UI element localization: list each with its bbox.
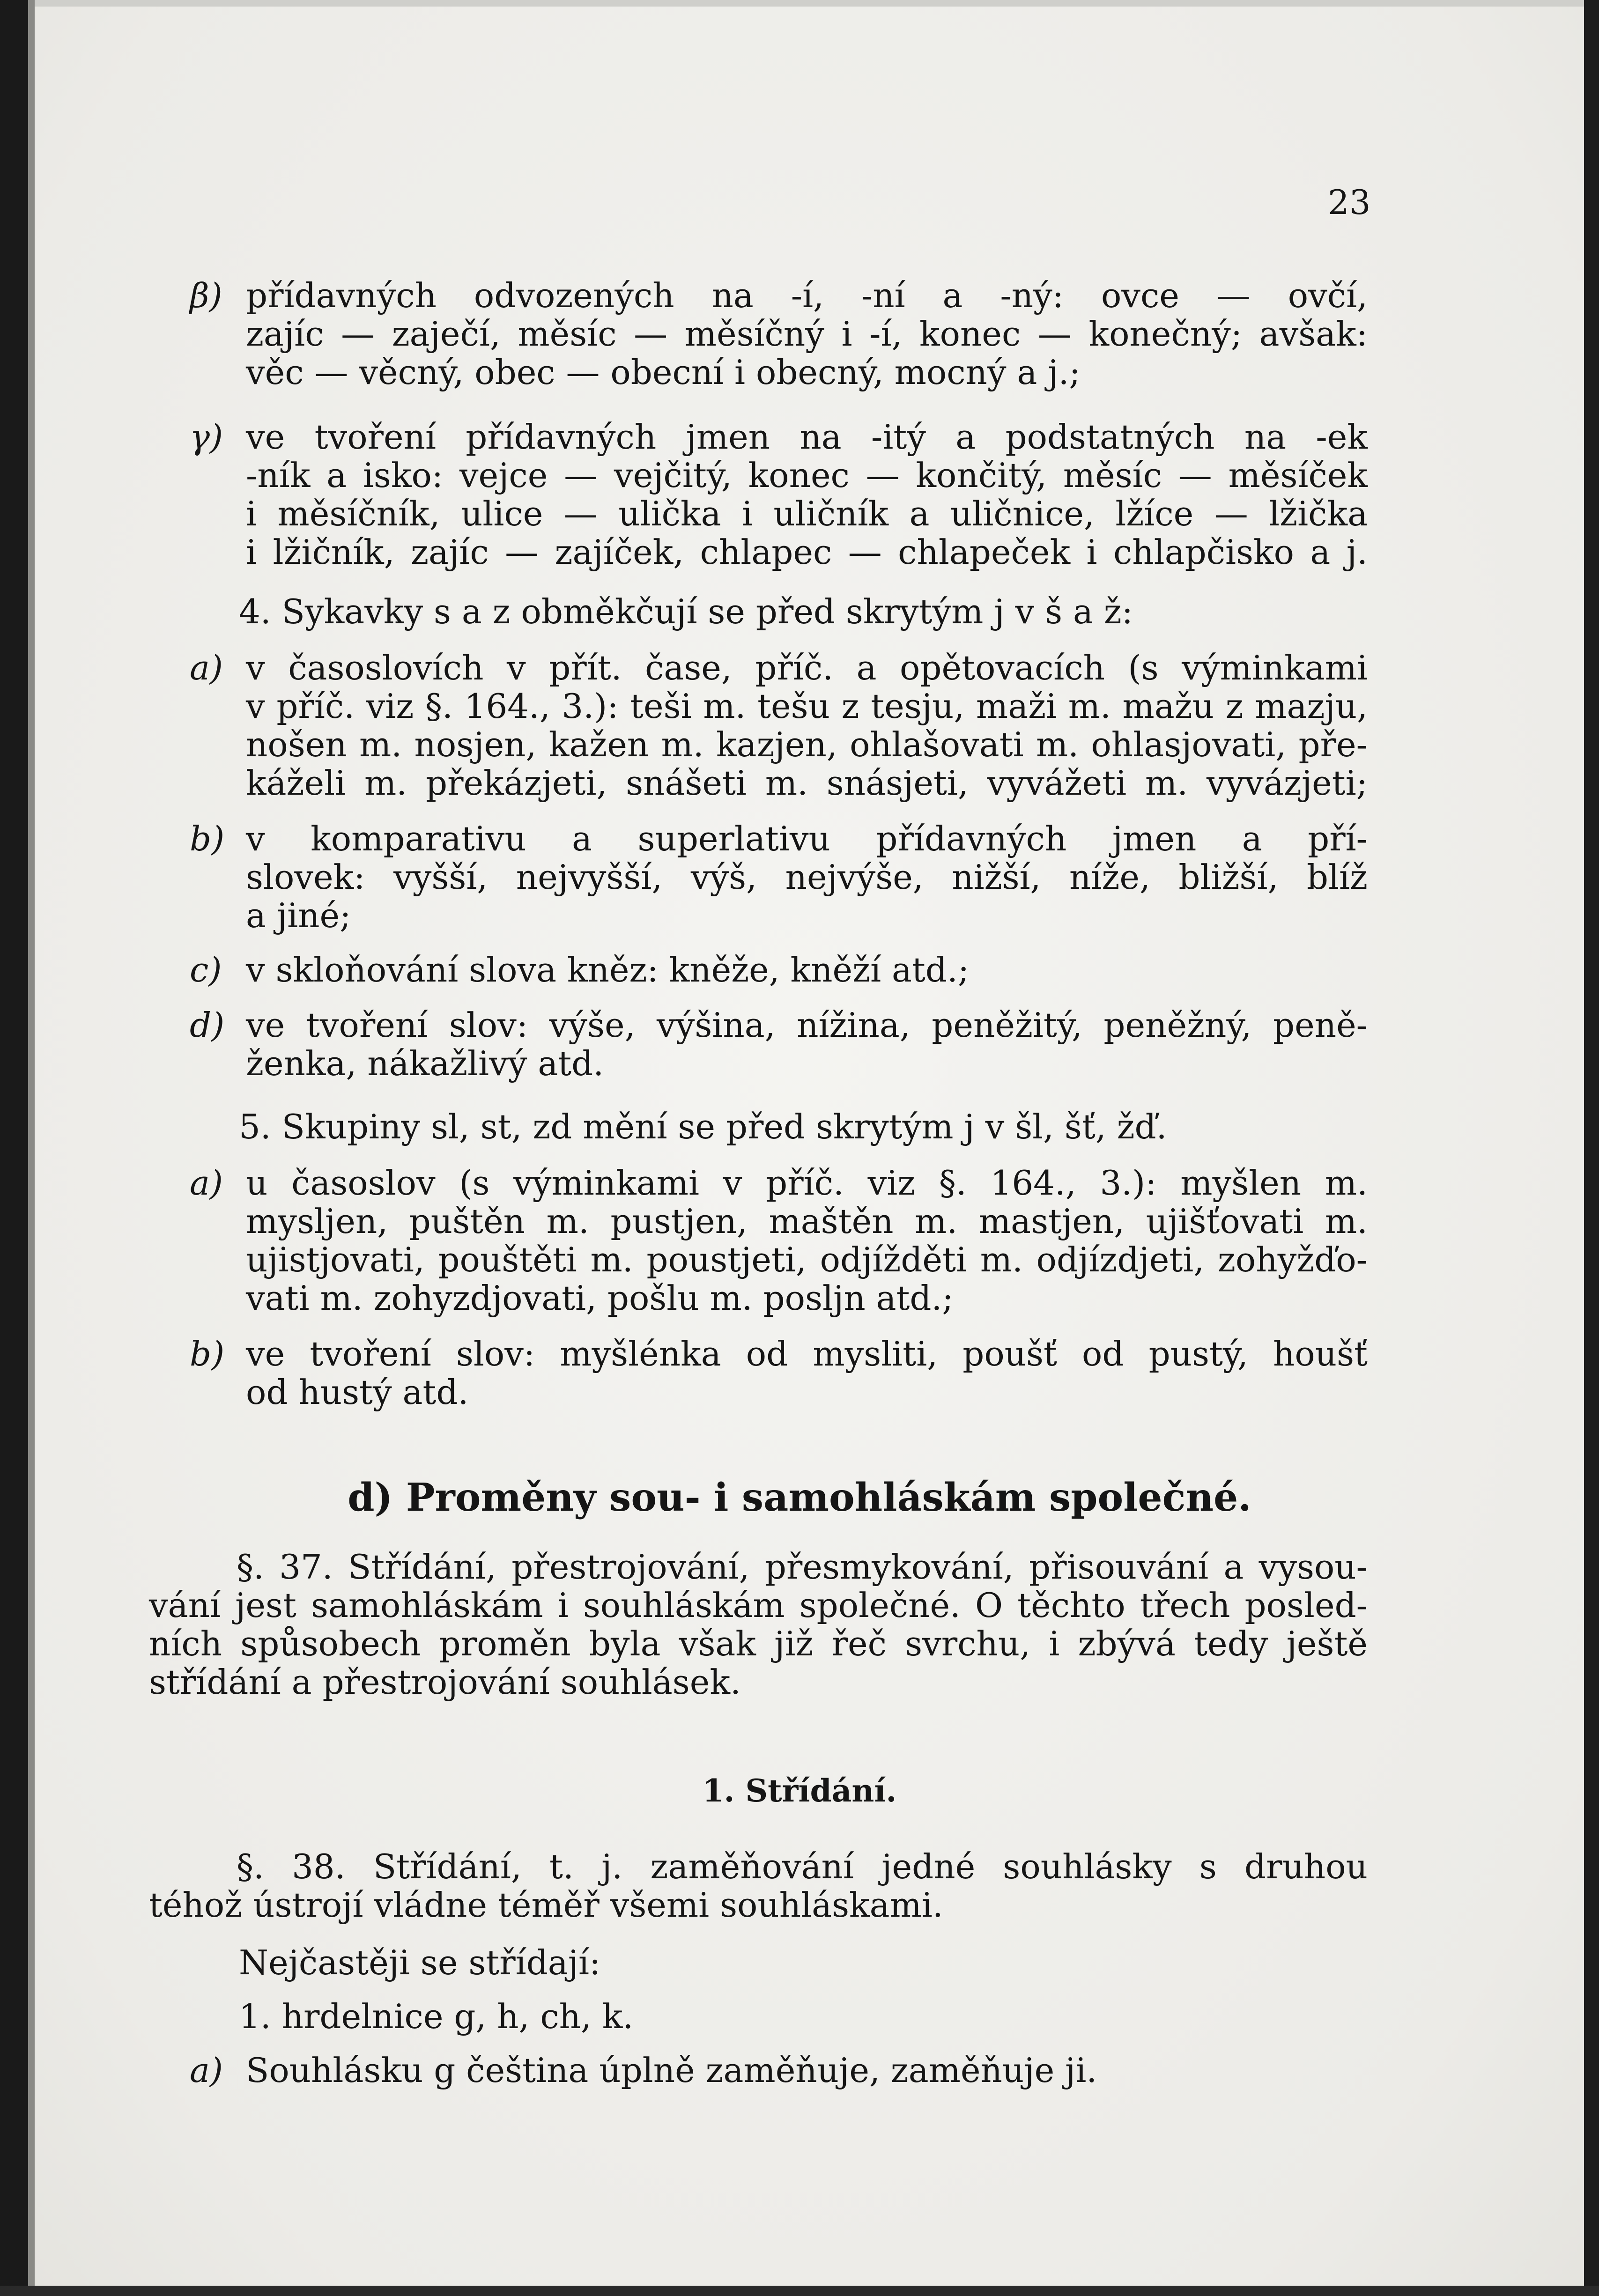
- text-line: od hustý atd.: [246, 1373, 469, 1412]
- item-marker-beta: β): [190, 276, 222, 315]
- paragraph-line: §. 38. Střídání, t. j. zaměňování jedné souhlásky s druhou: [237, 1847, 1368, 1886]
- item-marker-5b: b): [190, 1334, 225, 1373]
- text-line: vati m. zohyzdjovati, pošlu m. posljn atd.;: [246, 1278, 954, 1318]
- paragraph-line: ních spůsobech proměn byla však již řeč svrchu, i zbývá tedy ještě: [149, 1624, 1368, 1663]
- text-line: věc — věcný, obec — obecní i obecný, mocný a j.;: [246, 353, 1081, 392]
- text-line: přídavných odvozených na -í, -ní a -ný: ovce — ovčí,: [246, 276, 1368, 315]
- text-line: mysljen, puštěn m. pustjen, maštěn m. mastjen, ujišťovati m.: [246, 1202, 1368, 1241]
- scan-edge-left-shadow: [28, 0, 35, 2296]
- section-heading: d) Proměny sou- i samohláskám společné.: [348, 1475, 1251, 1520]
- numbered-item-4: 4. Sykavky s a z obměkčují se před skrytým j v š a ž:: [239, 592, 1133, 631]
- paragraph-line: §. 37. Střídání, přestrojování, přesmykování, přisouvání a vysou-: [237, 1547, 1368, 1587]
- numbered-item-5: 5. Skupiny sl, st, zd mění se před skrytým j v šl, šť, žď.: [239, 1107, 1167, 1146]
- item-marker-final-a: a): [190, 2051, 223, 2090]
- scan-edge-left: [0, 0, 28, 2296]
- text-line: nošen m. nosjen, kažen m. kazjen, ohlašovati m. ohlasjovati, pře-: [246, 725, 1368, 764]
- text-line: v komparativu a superlativu přídavných jmen a pří-: [246, 819, 1368, 858]
- item-marker-4b: b): [190, 819, 225, 858]
- text-line: ženka, nákažlivý atd.: [246, 1044, 604, 1083]
- paragraph-line: téhož ústrojí vládne téměř všemi souhláskami.: [149, 1885, 943, 1925]
- text-line: -ník a isko: vejce — vejčitý, konec — končitý, měsíc — měsíček: [246, 456, 1368, 495]
- text-line: i měsíčník, ulice — ulička i uličník a uličnice, lžíce — lžička: [246, 494, 1368, 533]
- text-line: v časoslovích v přít. čase, příč. a opětovacích (s výminkami: [246, 648, 1368, 687]
- numbered-item-1: 1. hrdelnice g, h, ch, k.: [239, 1997, 634, 2036]
- text-line: zajíc — zaječí, měsíc — měsíčný i -í, konec — konečný; avšak:: [246, 314, 1368, 354]
- text-line: Nejčastěji se střídají:: [239, 1943, 601, 1982]
- paragraph-line: vání jest samohláskám i souhláskám společné. O těchto třech posled-: [149, 1586, 1368, 1625]
- item-marker-4d: d): [190, 1005, 225, 1045]
- subsection-heading: 1. Střídání.: [702, 1772, 897, 1809]
- paragraph-line: střídání a přestrojování souhlásek.: [149, 1662, 741, 1702]
- text-line: v příč. viz §. 164., 3.): teši m. tešu z tesju, maži m. mažu z mazju,: [246, 687, 1368, 726]
- scan-edge-right: [1584, 0, 1599, 2296]
- text-line: u časoslov (s výminkami v příč. viz §. 164., 3.): myšlen m.: [246, 1163, 1368, 1203]
- text-line: ve tvoření slov: myšlénka od mysliti, poušť od pustý, houšť: [246, 1334, 1368, 1373]
- item-marker-gamma: γ): [190, 417, 223, 457]
- text-line: i lžičník, zajíc — zajíček, chlapec — chlapeček i chlapčisko a j.: [246, 532, 1368, 572]
- item-marker-5a: a): [190, 1163, 223, 1203]
- text-line: v skloňování slova kněz: kněže, kněží atd.;: [246, 950, 970, 989]
- text-line: ve tvoření slov: výše, výšina, nížina, peněžitý, peněžný, peně-: [246, 1005, 1368, 1045]
- text-line: Souhlásku g čeština úplně zaměňuje, zaměňuje ji.: [246, 2051, 1097, 2090]
- text-line: slovek: vyšší, nejvyšší, výš, nejvýše, nižší, níže, bližší, blíž: [246, 857, 1368, 897]
- text-line: ve tvoření přídavných jmen na -itý a podstatných na -ek: [246, 417, 1368, 457]
- scan-edge-top: [0, 0, 1599, 7]
- text-line: a jiné;: [246, 896, 351, 935]
- item-marker-4c: c): [190, 950, 222, 989]
- page-number: 23: [1328, 183, 1371, 222]
- text-line: káželi m. překázjeti, snášeti m. snásjeti, vyvážeti m. vyvázjeti;: [246, 763, 1368, 803]
- text-line: ujistjovati, pouštěti m. poustjeti, odjížděti m. odjízdjeti, zohyžďo-: [246, 1240, 1368, 1279]
- item-marker-4a: a): [190, 648, 223, 687]
- scan-edge-bottom: [0, 2286, 1599, 2296]
